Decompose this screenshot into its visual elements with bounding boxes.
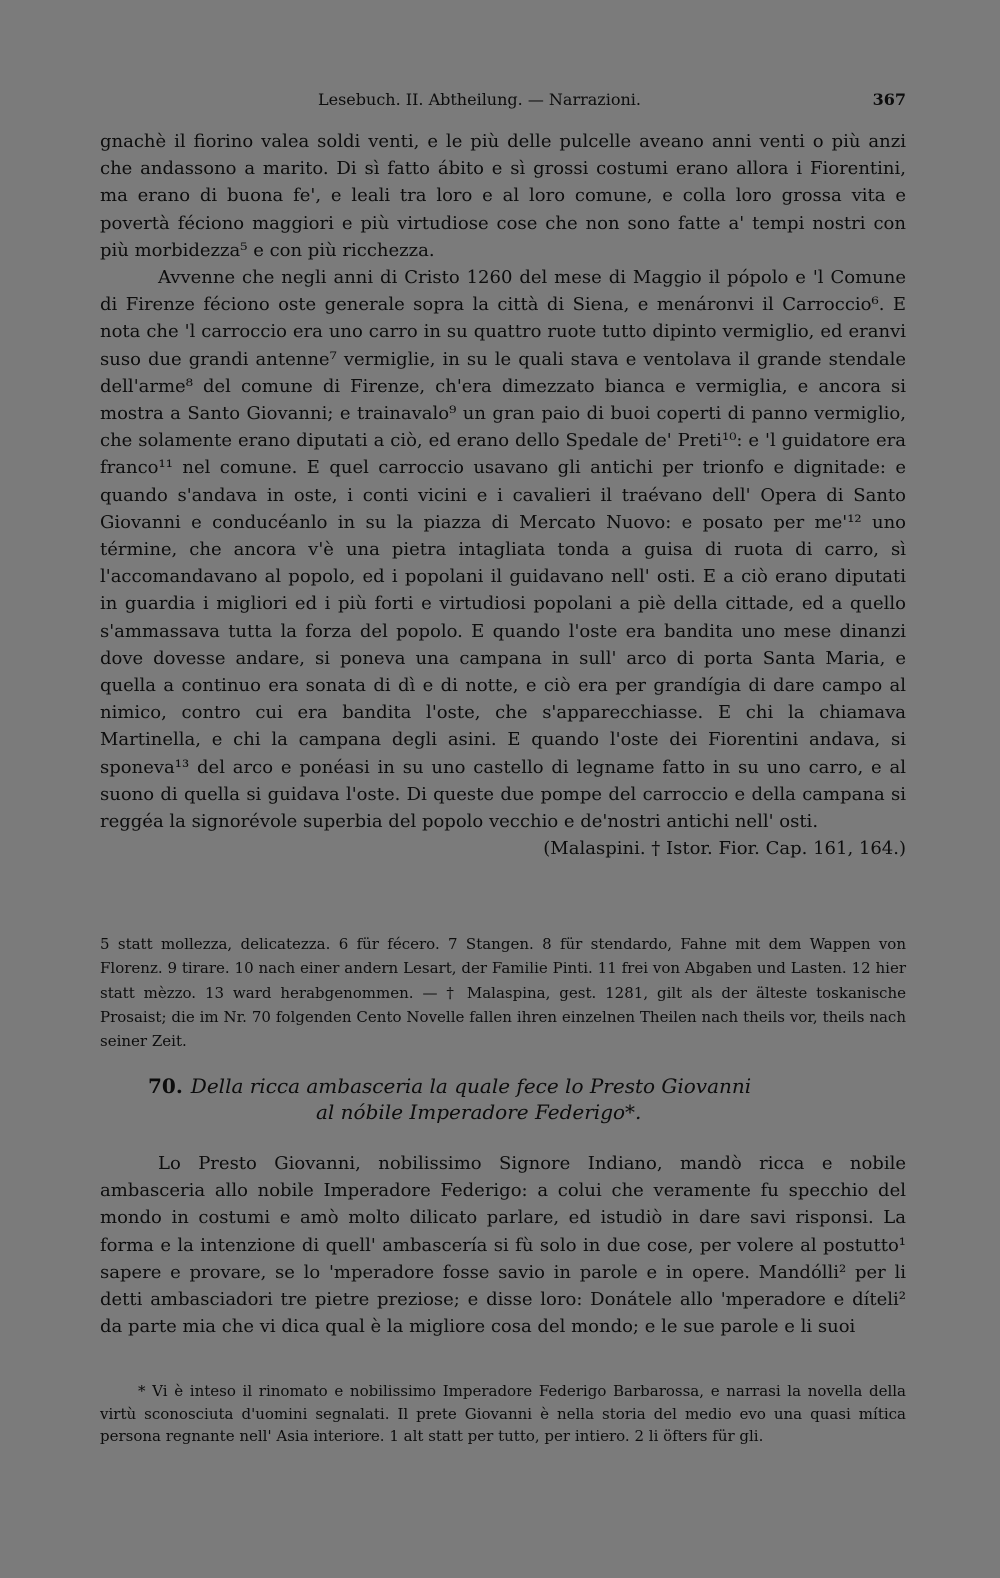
glossary-text: 5 statt mollezza, delicatezza. 6 für fécero. 7 Stangen. 8 für stendardo, Fahne mit dem Wappen von Florenz. 9 tirare. 10 nach einer andern Lesart, der Familie Pinti. 11 frei von Abgaben und Lasten. 12 hier statt mèzzo. 13 ward herabgenommen. — † Malaspina, gest. 1281, gilt als der älteste toskanische Prosaist; die im Nr. 70 folgenden Cento Novelle fallen ihren einzelnen Theilen nach theils vor, theils nach seiner Zeit. [100,935,906,1051]
footnote-text: * Vi è inteso il rinomato e nobilissimo Imperadore Federigo Barbarossa, e narrasi la novella della virtù sconosciuta d'uomini segnalati. Il prete Giovanni è nella storia del medio evo una quasi mítica persona regnante nell' Asia interiore. 1 alt statt per tutto, per intiero. 2 li öfters für gli. [100,1382,906,1445]
story-number: 70. [148,1074,183,1098]
running-title: Lesebuch. II. Abtheilung. — Narrazioni. [318,90,641,109]
story-title-line-2: al nóbile Imperadore Federigo*. [316,1100,642,1124]
source-citation: (Malaspini. † Istor. Fior. Cap. 161, 164.) [543,838,906,860]
story-heading [100,1073,906,1125]
story-title-line-1 [100,1073,906,1099]
page-number: 367 [872,90,906,109]
story-title-text-1: Della ricca ambasceria la quale fece lo Presto Giovanni [190,1074,752,1098]
paragraph-1: gnachè il fiorino valea soldi venti, e le più delle pulcelle aveano anni venti o più anzi che andassono a marito. Di sì fatto ábito e sì grossi costumi erano allora i Fiorentini, ma erano di buona fe', e leali tra loro e al loro comune, e colla loro grossa vita e povertà féciono maggiori e più virtudiose cose che non sono fatte a' tempi nostri con più morbidezza⁵ e con più ricchezza. [100,131,906,261]
main-text [100,128,906,862]
page-header [100,90,906,112]
glossary-notes [100,932,906,1053]
story-paragraph: Lo Presto Giovanni, nobilissimo Signore Indiano, mandò ricca e nobile ambasceria allo nobile Imperadore Federigo: a colui che veramente fu specchio del mondo in costumi e amò molto dilicato parlare, ed istudiò in dare savi risponsi. La forma e la intenzione di quell' ambascería si fù solo in due cose, per volere al postutto¹ sapere e provare, se lo 'mperadore fosse savio in parole e in opere. Mandólli² per li detti ambasciadori tre pietre preziose; e disse loro: Donátele allo 'mperadore e díteli² da parte mia che vi dica qual è la migliore cosa del mondo; e le sue parole e li suoi [100,1153,906,1338]
story-body [100,1150,906,1340]
paragraph-2: Avvenne che negli anni di Cristo 1260 del mese di Maggio il pópolo e 'l Comune di Firenze féciono oste generale sopra la città di Siena, e menáronvi il Carroccio⁶. E nota che 'l carroccio era uno carro in su quattro ruote tutto dipinto vermiglio, ed eranvi suso due grandi antenne⁷ vermiglie, in su le quali stava e ventolava il grande stendale dell'arme⁸ del comune di Firenze, ch'era dimezzato bianca e vermiglia, e ancora si mostra a Santo Giovanni; e trainavalo⁹ un gran paio di buoi coperti di panno vermiglio, che solamente erano diputati a ciò, ed erano dello Spedale de' Preti¹⁰: e 'l guidatore era franco¹¹ nel comune. E quel carroccio usavano gli antichi per trionfo e dignitade: e quando s'andava in oste, i conti vicini e i cavalieri il traévano dell' Opera di Santo Giovanni e conducéanlo in su la piazza di Mercato Nuovo: e posato per me'¹² uno términe, che ancora v'è una pietra intagliata tonda a guisa di ruota di carro, sì l'accomandavano al popolo, ed i popolani il guidavano nell' osti. E a ciò erano diputati in guardia i migliori ed i più forti e virtudiosi popolani a piè della cittade, ed a quello s'ammassava tutta la forza del popolo. E quando l'oste era bandita uno mese dinanzi dove dovesse andare, si poneva una campana in sull' arco di porta Santa Maria, e quella a continuo era sonata di dì e di notte, e ciò era per grandígia di dare campo al nimico, contro cui era bandita l'oste, che s'apparecchiasse. E chi la chiamava Martinella, e chi la campana degli asini. E quando l'oste dei Fiorentini andava, si sponeva¹³ del arco e ponéasi in su uno castello di legname fatto in su uno carro, e al suono di quella si guidava l'oste. Di queste due pompe del carroccio e della campana si reggéa la signorévole superbia del popolo vecchio e de'nostri antichi nell' osti. [100,267,906,833]
footnote [100,1380,906,1448]
